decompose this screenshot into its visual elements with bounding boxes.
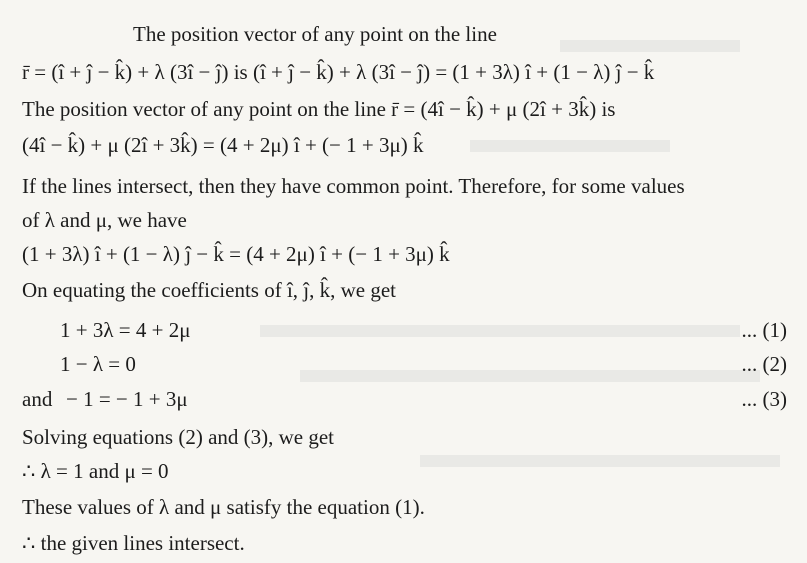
text-line: of λ and μ, we have (22, 208, 187, 232)
text-line: On equating the coefficients of î, ĵ, k̂, we get (22, 278, 397, 302)
text-line: These values of λ and μ satisfy the equation (1). (22, 495, 425, 519)
bleed-through-mark (300, 370, 760, 382)
equation-number: ... (2) (741, 352, 787, 376)
bleed-through-mark (420, 455, 780, 467)
equation-expression: − 1 = − 1 + 3μ (66, 387, 188, 411)
text-line: The position vector of any point on the line (133, 22, 497, 46)
text-line: (1 + 3λ) î + (1 − λ) ĵ − k̂ = (4 + 2μ) î + (− 1 + 3μ) k̂ (22, 242, 450, 266)
bleed-through-mark (560, 40, 740, 52)
equation-expression: 1 − λ = 0 (60, 352, 136, 376)
bleed-through-mark (470, 140, 670, 152)
text-line: The position vector of any point on the line r̄ = (4î − k̂) + μ (2î + 3k̂) is (22, 97, 616, 121)
text-line: (4î − k̂) + μ (2î + 3k̂) = (4 + 2μ) î + (− 1 + 3μ) k̂ (22, 133, 424, 157)
text-line: ∴ the given lines intersect. (22, 531, 245, 555)
text-line: r̄ = (î + ĵ − k̂) + λ (3î − ĵ) is (î + ĵ − k̂) + λ (3î − ĵ) = (1 + 3λ) î + (1 − λ) ĵ − k̂ (22, 60, 655, 84)
equation-expression: 1 + 3λ = 4 + 2μ (60, 318, 191, 342)
equation-number: ... (3) (741, 387, 787, 411)
equation-number: ... (1) (741, 318, 787, 342)
text-line: Solving equations (2) and (3), we get (22, 425, 335, 449)
equation-label: and (22, 387, 53, 411)
text-line: If the lines intersect, then they have common point. Therefore, for some values (22, 174, 685, 198)
text-line: ∴ λ = 1 and μ = 0 (22, 459, 169, 483)
bleed-through-mark (260, 325, 740, 337)
